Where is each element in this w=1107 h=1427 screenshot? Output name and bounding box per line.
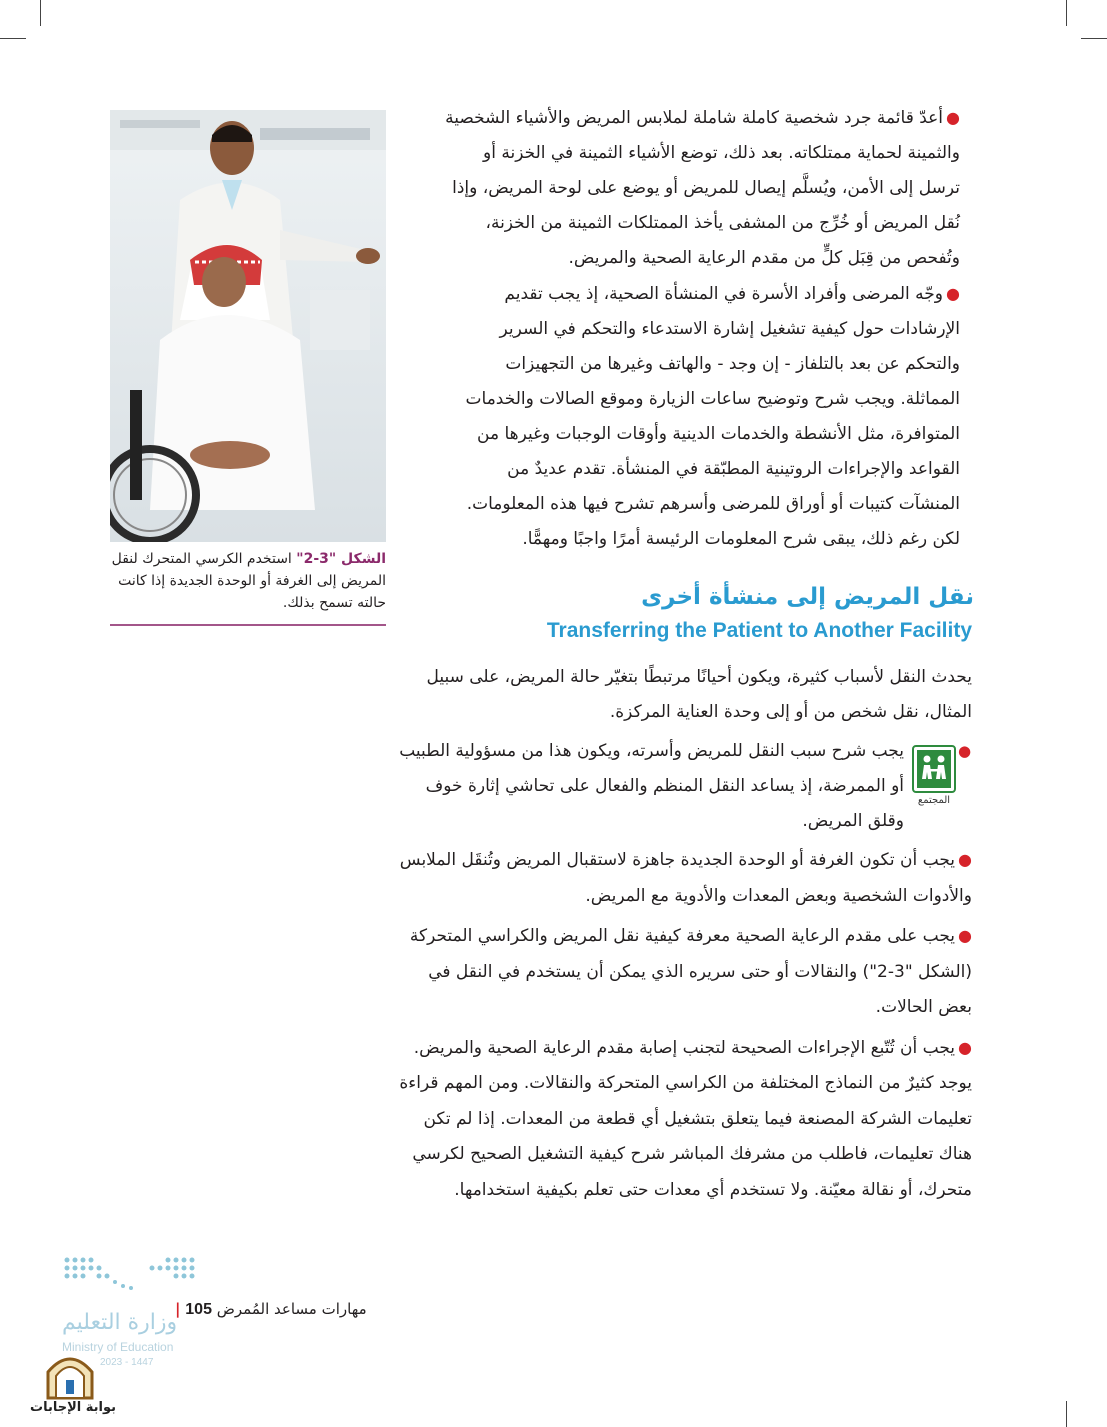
crop-mark <box>1066 0 1067 26</box>
footer-separator: | <box>175 1300 181 1318</box>
section-title-arabic: نقل المريض إلى منشأة أخرى <box>641 584 974 610</box>
text-line: والثمينة لحماية ممتلكاته. بعد ذلك، توضع الأشياء الثمينة في الخزنة أو <box>483 143 960 163</box>
ministry-name-arabic: وزارة التعليم <box>62 1310 178 1335</box>
text-line: يجب أن تكون الغرفة أو الوحدة الجديدة جاهزة لاستقبال المريض وتُنقَل الملابس <box>399 850 956 870</box>
text-line: يوجد كثيرٌ من النماذج المختلفة من الكراسي المتحركة والنقالات. ومن المهم قراءة <box>399 1073 972 1093</box>
book-title: مهارات مساعد المُمرض <box>216 1300 367 1318</box>
bullet-room-ready <box>340 842 972 914</box>
text-line: أعدّ قائمة جرد شخصية كاملة شاملة لملابس المريض والأشياء الشخصية <box>445 108 944 128</box>
text-line: وتُفحص من قِبَل كلٍّ من مقدم الرعاية الصحية والمريض. <box>568 248 960 268</box>
figure-photo <box>110 110 386 542</box>
crop-mark <box>0 38 26 39</box>
bullet-icon: ● <box>958 1037 972 1057</box>
text-line: نُقل المريض أو خُرِّج من المشفى يأخذ الممتلكات الثمينة من الخزنة، <box>485 213 960 233</box>
ministry-year: 2023 - 1447 <box>100 1357 154 1368</box>
text-line: لكن رغم ذلك، يبقى شرح المعلومات الرئيسة أمرًا واجبًا ومهمًّا. <box>522 529 960 549</box>
text-line: (الشكل "3-2") والنقالات أو حتى سريره الذي يمكن أن يستخدم في النقل في <box>428 961 972 982</box>
portal-label: بوابة الإجابات <box>30 1400 116 1415</box>
page-footer <box>175 1300 367 1319</box>
community-label: المجتمع <box>917 795 951 806</box>
text-line: والأدوات الشخصية وبعض المعدات والأدوية مع المريض. <box>585 885 972 906</box>
text-line: المتوافرة، مثل الأنشطة والخدمات الدينية وأوقات الوجبات وغيرها من <box>477 424 960 444</box>
community-bullet <box>340 734 904 839</box>
text-line: هناك تعليمات، فاطلب من مشرفك المباشر شرح كيفية التشغيل الصحيح لكرسي <box>412 1144 972 1164</box>
text-line: بعض الحالات. <box>875 997 972 1017</box>
text-line: والتحكم عن بعد بالتلفاز - إن وجد - والهاتف وغيرها من التجهيزات <box>505 354 960 374</box>
text-line: وجّه المرضى وأفراد الأسرة في المنشأة الصحية، إذ يجب تقديم <box>504 284 944 304</box>
bullet-icon: ● <box>958 742 972 760</box>
bullet-icon: ● <box>958 926 972 945</box>
ministry-dots-logo <box>62 1254 202 1294</box>
text-line: يحدث النقل لأسباب كثيرة، ويكون أحيانًا مرتبطًا بتغيّر حالة المريض، على سبيل <box>426 667 972 687</box>
bullet-icon: ● <box>946 284 960 303</box>
bullet-transport-knowledge <box>340 918 972 1026</box>
community-icon <box>912 745 956 793</box>
figure-label: الشكل "3-2" <box>296 551 386 567</box>
text-line: تعليمات الشركة المصنعة فيما يتعلق بتشغيل أي قطعة من المعدات. إذا لم تكن <box>423 1108 972 1129</box>
text-line: يجب على مقدم الرعاية الصحية معرفة كيفية نقل المريض والكراسي المتحركة <box>409 926 956 946</box>
text-line: المماثلة. ويجب شرح وتوضيح ساعات الزيارة وموقع الصالات والخدمات <box>465 389 960 409</box>
top-text <box>404 100 960 557</box>
crop-mark <box>40 0 41 26</box>
text-line: يجب شرح سبب النقل للمريض وأسرته، ويكون هذا من مسؤولية الطبيب <box>399 741 904 761</box>
text-line: الإرشادات حول كيفية تشغيل إشارة الاستدعاء والتحكم في السرير <box>499 319 960 339</box>
figure-caption <box>110 548 386 614</box>
crop-mark <box>1081 38 1107 39</box>
paragraph-inventory <box>404 100 960 276</box>
bullet-icon: ● <box>946 108 960 127</box>
text-line: المنشآت كتيبات أو أوراق للمرضى وأسرهم تشرح فيها هذه المعلومات. <box>466 494 960 514</box>
figure-caption-text: استخدم الكرسي المتحرك لنقل المريض إلى الغرفة أو الوحدة الجديدة إذا كانت حالته تسمح بذلك. <box>111 551 386 611</box>
text-line: أو الممرضة، إذ يساعد النقل المنظم والفعال على تحاشي إثارة خوف <box>425 776 904 796</box>
page-number: 105 <box>185 1301 212 1318</box>
section-title-english: Transferring the Patient to Another Facility <box>546 619 972 642</box>
caption-divider <box>110 624 386 626</box>
bullet-icon: ● <box>958 850 972 869</box>
text-line: وقلق المريض. <box>802 811 904 831</box>
bullet-safety-procedures <box>340 1030 972 1209</box>
crop-mark <box>1066 1401 1067 1427</box>
text-line: متحرك، أو نقالة معيّنة. ولا تستخدم أي معدات حتى تعلم بكيفية استخدامها. <box>454 1179 972 1200</box>
section-bullets <box>340 842 972 1208</box>
text-line: القواعد والإجراءات الروتينية المطبّقة في المنشأة. تقدم عديدٌ من <box>507 459 960 479</box>
ministry-name-english: Ministry of Education <box>62 1340 174 1354</box>
text-line: المثال، نقل شخص من أو إلى وحدة العناية المركزة. <box>609 702 972 722</box>
portal-logo-icon <box>42 1350 98 1400</box>
text-line: يجب أن تُتّبع الإجراءات الصحيحة لتجنب إصابة مقدم الرعاية الصحية والمريض. <box>413 1037 956 1058</box>
text-line: ترسل إلى الأمن، ويُسلَّم إيصال للمريض أو يوضع على لوحة المريض، وإذا <box>452 178 960 198</box>
section-intro <box>340 660 972 730</box>
paragraph-orientation <box>404 276 960 557</box>
